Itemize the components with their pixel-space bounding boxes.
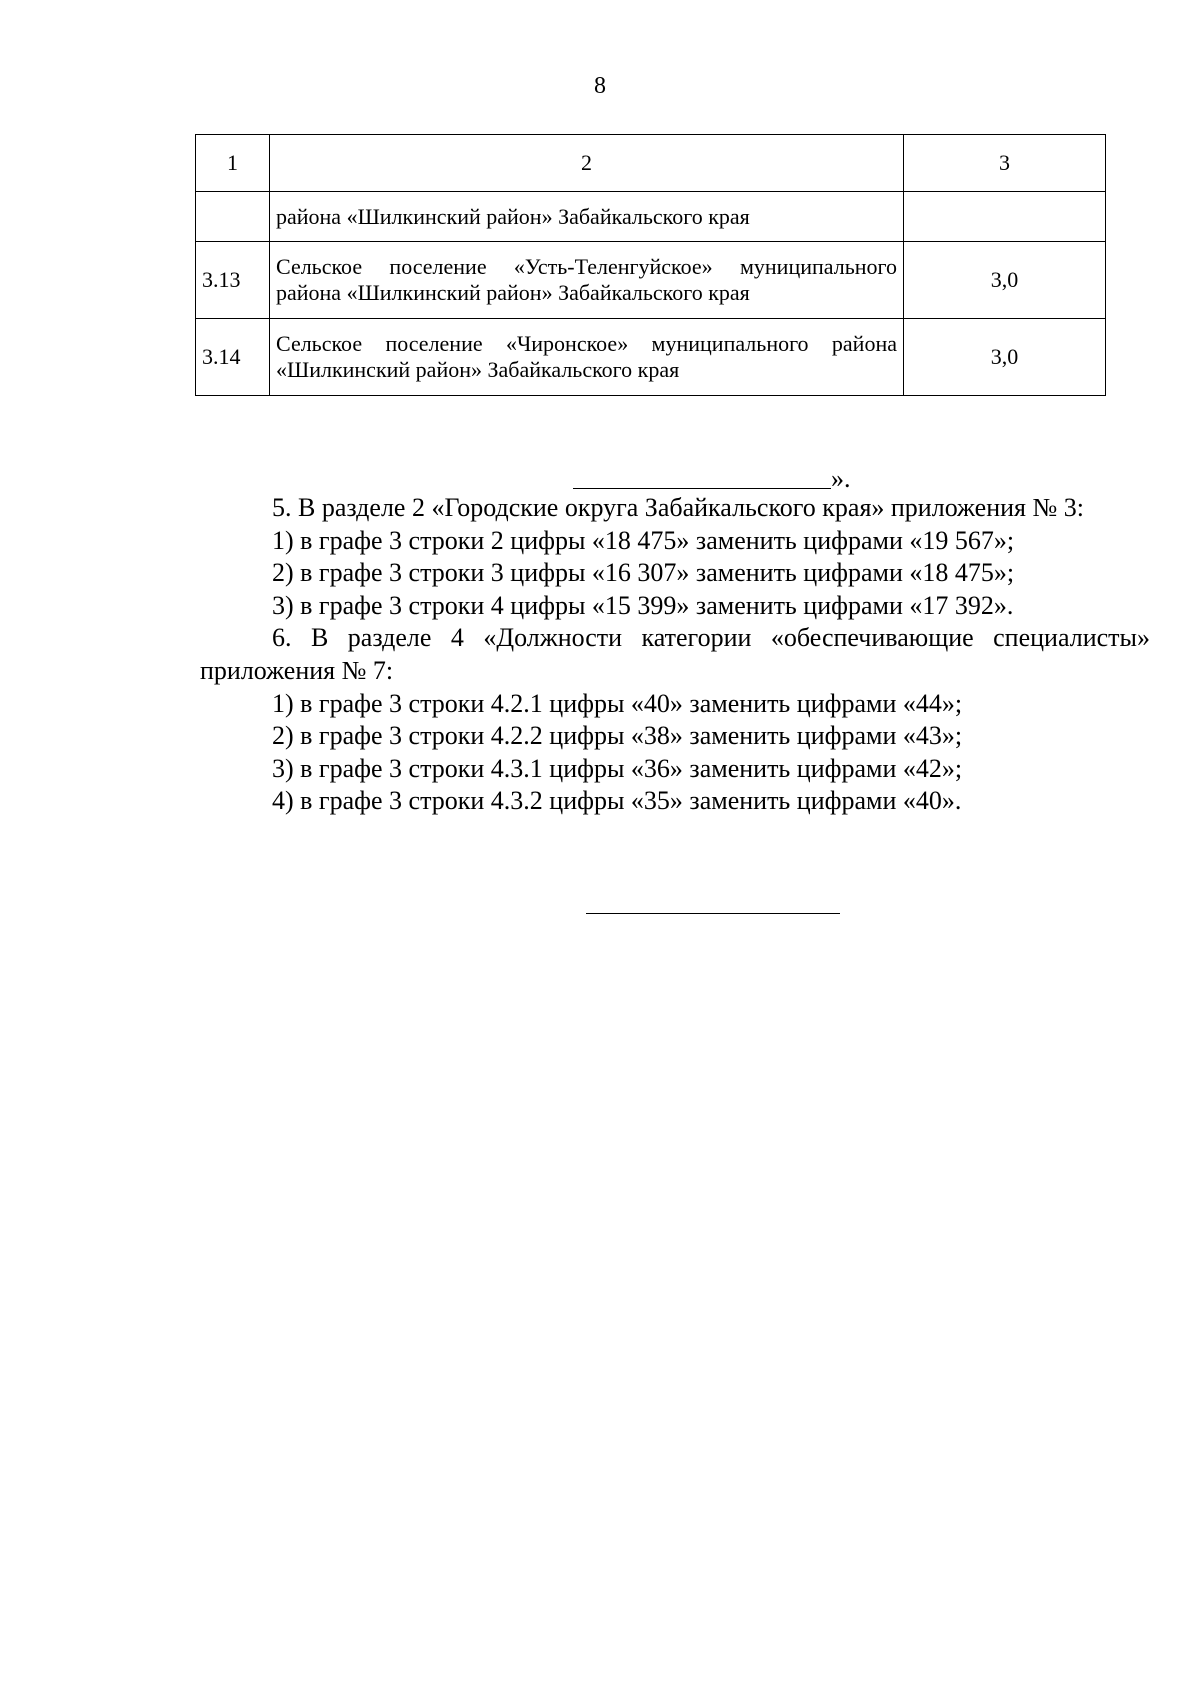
section-6-item: 1) в графе 3 строки 4.2.1 цифры «40» заменить цифрами «44»; [272, 688, 963, 718]
table-header-cell: 1 [196, 135, 270, 192]
section-5-item: 2) в графе 3 строки 3 цифры «16 307» заменить цифрами «18 475»; [272, 558, 1015, 588]
row-name: Сельское поселение «Усть-Теленгуйское» муниципального района «Шилкинский район» Забайкальского края [270, 242, 904, 319]
section-5-intro: 5. В разделе 2 «Городские округа Забайкальского края» приложения № 3: [272, 493, 1085, 522]
section-6-item: 3) в графе 3 строки 4.3.1 цифры «36» заменить цифрами «42»; [272, 753, 963, 783]
row-value: 3,0 [904, 319, 1106, 396]
row-number: 3.13 [196, 242, 270, 319]
section-6-intro: 6. В разделе 4 «Должности категории «обеспечивающие специалисты» приложения № 7: [200, 623, 1150, 685]
table-row [196, 242, 1106, 319]
page-number: 8 [594, 73, 606, 99]
table-row [196, 192, 1106, 242]
row-number: 3.14 [196, 319, 270, 396]
closing-quote-mark: ». [831, 464, 851, 493]
table-header-cell: 3 [904, 135, 1106, 192]
section-5-item: 1) в графе 3 строки 2 цифры «18 475» заменить цифрами «19 567»; [272, 525, 1015, 555]
section-5-item: 3) в графе 3 строки 4 цифры «15 399» заменить цифрами «17 392». [272, 590, 1014, 620]
table-row [196, 319, 1106, 396]
table-header-cell: 2 [270, 135, 904, 192]
closing-underline [573, 462, 831, 489]
document-end-line [586, 913, 840, 914]
section-6-item: 4) в графе 3 строки 4.3.2 цифры «35» заменить цифрами «40». [272, 786, 962, 816]
row-name: Сельское поселение «Чиронское» муниципального района «Шилкинский район» Забайкальского края [270, 319, 904, 396]
row-number [196, 192, 270, 242]
section-6-item: 2) в графе 3 строки 4.2.2 цифры «38» заменить цифрами «43»; [272, 721, 963, 751]
row-name: района «Шилкинский район» Забайкальского края [270, 192, 904, 242]
table-header-row [196, 135, 1106, 192]
allowance-table [195, 134, 1106, 396]
row-value: 3,0 [904, 242, 1106, 319]
row-value [904, 192, 1106, 242]
amendments-text [200, 492, 1150, 818]
